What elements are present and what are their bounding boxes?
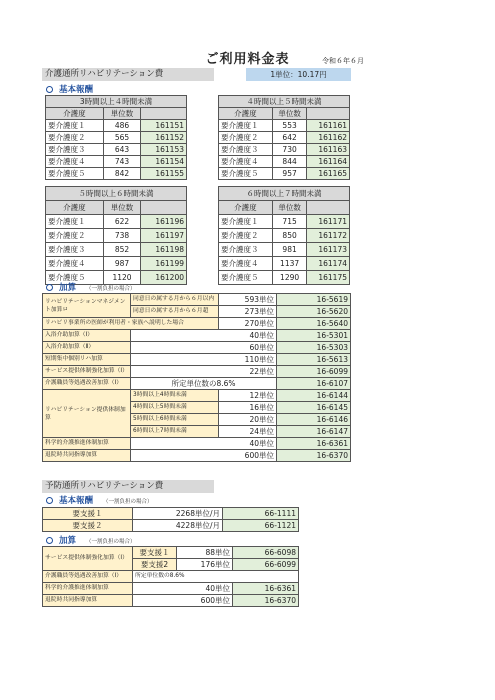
table-cell: 176単位 <box>177 559 233 571</box>
table-cell: 介護職員等処遇改善加算（Ⅰ） <box>43 378 131 390</box>
table-cell: 22単位 <box>131 366 277 378</box>
col-units: 単位数 <box>272 108 307 120</box>
table-row <box>43 318 351 330</box>
table-cell: 161175 <box>307 271 350 285</box>
table-cell: 593単位 <box>219 294 277 306</box>
table-cell: 161198 <box>141 243 187 257</box>
circle-bullet-icon <box>46 537 53 544</box>
table-cell: 743 <box>103 156 140 168</box>
table-cell: 16-5620 <box>277 306 351 318</box>
table-cell: 161171 <box>307 215 350 229</box>
basic-table-title: ５時間以上６時間未満 <box>46 187 187 201</box>
table-row <box>43 450 351 462</box>
table-cell: サービス提供体制強化加算（Ⅰ） <box>43 547 133 571</box>
table-cell: 642 <box>272 132 307 144</box>
table-cell: 161153 <box>141 144 187 156</box>
circle-bullet-icon <box>46 86 53 93</box>
table-cell: 161152 <box>141 132 187 144</box>
table-cell: 16-5640 <box>277 318 351 330</box>
table-row <box>46 257 187 271</box>
table-row <box>46 156 187 168</box>
prev-add-table <box>42 546 299 607</box>
prev-basic-title: 基本報酬 <box>59 496 94 506</box>
table-cell: 16-5301 <box>277 330 351 342</box>
table-cell: 要支援2 <box>133 559 177 571</box>
table-cell: 16-6370 <box>233 595 299 607</box>
prev-section-bar: 予防通所リハビリテーション費 <box>42 480 214 493</box>
care-add-title: 加算 <box>59 283 77 293</box>
table-cell: 同意日の属する月から６月以内 <box>131 294 219 306</box>
table-cell: 270単位 <box>219 318 277 330</box>
table-cell: 88単位 <box>177 547 233 559</box>
issue-date: 令和６年６月 <box>322 57 364 65</box>
prev-add-heading <box>46 534 136 546</box>
table-row <box>43 378 351 390</box>
table-cell: 2268単位/月 <box>133 508 223 520</box>
table-cell: 600単位 <box>131 450 277 462</box>
basic-table-4to5 <box>218 95 350 180</box>
table-row <box>46 144 187 156</box>
table-cell: 要介護度１ <box>219 120 273 132</box>
table-row <box>43 330 351 342</box>
circle-bullet-icon <box>46 497 53 504</box>
table-cell: リハビリテーション提供体制加算 <box>43 390 131 438</box>
table-cell: 16-6144 <box>277 390 351 402</box>
prev-basic-note: （一割負担の場合） <box>103 499 153 505</box>
table-cell: 要介護度２ <box>219 132 273 144</box>
table-cell: 要介護度３ <box>219 243 273 257</box>
table-row <box>46 215 187 229</box>
table-cell: 161197 <box>141 229 187 243</box>
table-cell: 短期集中個別リハ加算 <box>43 354 131 366</box>
table-cell: 16-6146 <box>277 414 351 426</box>
table-cell: 161164 <box>307 156 350 168</box>
table-cell: 981 <box>272 243 307 257</box>
table-cell: 16-6099 <box>277 366 351 378</box>
table-cell: 要介護度３ <box>46 144 104 156</box>
prev-basic-heading <box>46 494 153 506</box>
circle-bullet-icon <box>46 284 53 291</box>
table-cell: 16-6370 <box>277 450 351 462</box>
table-cell: 要支援１ <box>133 547 177 559</box>
table-cell: 565 <box>103 132 140 144</box>
table-cell: 161163 <box>307 144 350 156</box>
table-row <box>219 156 350 168</box>
table-row <box>46 120 187 132</box>
table-cell: 16-6361 <box>277 438 351 450</box>
table-row <box>43 294 351 306</box>
table-cell: 66-1121 <box>223 520 299 532</box>
table-cell: 844 <box>272 156 307 168</box>
table-cell: 要介護度１ <box>219 215 273 229</box>
table-cell: 852 <box>103 243 140 257</box>
table-cell: 161162 <box>307 132 350 144</box>
care-basic-heading <box>46 83 93 95</box>
table-cell: 161154 <box>141 156 187 168</box>
table-cell: 40単位 <box>133 583 233 595</box>
table-cell: 738 <box>103 229 140 243</box>
table-cell: 643 <box>103 144 140 156</box>
basic-table-5to6 <box>45 186 187 285</box>
table-cell: 40単位 <box>131 438 277 450</box>
table-cell: 161200 <box>141 271 187 285</box>
table-row <box>219 144 350 156</box>
table-cell: 1120 <box>103 271 140 285</box>
table-cell: 16-6147 <box>277 426 351 438</box>
table-cell: 要支援２ <box>43 520 133 532</box>
table-cell: 介護職員等処遇改善加算（Ⅰ） <box>43 571 133 583</box>
care-section-bar: 介護通所リハビリテーション費 <box>42 68 214 81</box>
table-cell: 要介護度２ <box>46 229 104 243</box>
table-row <box>46 243 187 257</box>
table-cell: 要介護度３ <box>46 243 104 257</box>
care-add-heading <box>46 281 136 293</box>
table-cell: 161173 <box>307 243 350 257</box>
table-cell: 退院時共同指導加算 <box>43 450 131 462</box>
table-cell: 161174 <box>307 257 350 271</box>
col-level: 介護度 <box>46 201 104 215</box>
table-cell: 16-6361 <box>233 583 299 595</box>
col-level: 介護度 <box>219 108 273 120</box>
table-cell: 553 <box>272 120 307 132</box>
table-row <box>43 595 299 607</box>
table-cell: 5時間以上6時間未満 <box>131 414 219 426</box>
table-cell: 16-5303 <box>277 342 351 354</box>
page-title: ご利用料金表 <box>205 52 290 67</box>
table-cell: 退院時共同指導加算 <box>43 595 133 607</box>
table-cell: 600単位 <box>133 595 233 607</box>
table-cell: 要介護度２ <box>219 229 273 243</box>
table-cell: 16単位 <box>219 402 277 414</box>
table-cell: 957 <box>272 168 307 180</box>
table-cell: 科学的介護推進体制加算 <box>43 583 133 595</box>
table-cell: 6時間以上7時間未満 <box>131 426 219 438</box>
table-cell: 16-5619 <box>277 294 351 306</box>
table-cell: 入浴介助加算（Ⅱ） <box>43 342 131 354</box>
prev-basic-table <box>42 507 299 532</box>
table-cell: 715 <box>272 215 307 229</box>
table-cell: 24単位 <box>219 426 277 438</box>
table-cell: 要介護度４ <box>219 257 273 271</box>
table-cell: 4時間以上5時間未満 <box>131 402 219 414</box>
table-cell: 要介護度５ <box>219 271 273 285</box>
table-row <box>43 520 299 532</box>
table-cell: 161161 <box>307 120 350 132</box>
table-cell: 16-6145 <box>277 402 351 414</box>
table-cell: 要介護度４ <box>219 156 273 168</box>
table-cell: 60単位 <box>131 342 277 354</box>
col-units: 単位数 <box>103 108 140 120</box>
basic-table-3to4 <box>45 95 187 180</box>
table-cell: 40単位 <box>131 330 277 342</box>
col-level: 介護度 <box>219 201 273 215</box>
col-units: 単位数 <box>103 201 140 215</box>
table-cell: 3時間以上4時間未満 <box>131 390 219 402</box>
table-row <box>43 508 299 520</box>
prev-add-title: 加算 <box>59 536 77 546</box>
table-cell: 16-5613 <box>277 354 351 366</box>
table-cell: 730 <box>272 144 307 156</box>
table-row <box>219 257 350 271</box>
table-cell: 850 <box>272 229 307 243</box>
col-level: 介護度 <box>46 108 104 120</box>
table-cell: 4228単位/月 <box>133 520 223 532</box>
table-cell: 同意日の属する月から６月超 <box>131 306 219 318</box>
table-cell: 要介護度４ <box>46 257 104 271</box>
table-cell: 486 <box>103 120 140 132</box>
table-cell: 622 <box>103 215 140 229</box>
table-cell: 161155 <box>141 168 187 180</box>
unit-price-badge: 1単位：10.17円 <box>246 68 351 81</box>
table-row <box>46 132 187 144</box>
table-row <box>43 438 351 450</box>
care-add-note: （一割負担の場合） <box>86 286 136 292</box>
table-cell: 161199 <box>141 257 187 271</box>
table-row <box>219 229 350 243</box>
table-row <box>43 571 299 583</box>
table-row <box>219 132 350 144</box>
table-row <box>46 229 187 243</box>
col-units: 単位数 <box>272 201 307 215</box>
table-cell: 66-6098 <box>233 547 299 559</box>
table-cell: 1137 <box>272 257 307 271</box>
table-cell: 842 <box>103 168 140 180</box>
basic-table-6to7 <box>218 186 350 285</box>
table-row <box>219 120 350 132</box>
table-cell: 所定単位数の8.6% <box>131 378 277 390</box>
table-cell: 科学的介護推進体制加算 <box>43 438 131 450</box>
table-cell: 入浴介助加算（Ⅰ） <box>43 330 131 342</box>
table-cell: リハビリ事業所の医師が利用者・家族へ説明した場合 <box>43 318 219 330</box>
basic-table-title: ４時間以上５時間未満 <box>219 96 350 108</box>
table-cell: サービス提供体制強化加算（Ⅰ） <box>43 366 131 378</box>
table-cell: 要支援１ <box>43 508 133 520</box>
prev-add-note: （一割負担の場合） <box>86 539 136 545</box>
table-row <box>43 342 351 354</box>
table-cell: 273単位 <box>219 306 277 318</box>
table-row <box>43 354 351 366</box>
care-basic-title: 基本報酬 <box>59 85 94 95</box>
table-cell: 66-6099 <box>233 559 299 571</box>
table-row <box>43 390 351 402</box>
table-row <box>43 547 299 559</box>
table-cell: 110単位 <box>131 354 277 366</box>
basic-table-title: ６時間以上７時間未満 <box>219 187 350 201</box>
table-cell: 要介護度１ <box>46 120 104 132</box>
table-cell: 要介護度５ <box>46 168 104 180</box>
table-cell: 要介護度３ <box>219 144 273 156</box>
table-row <box>43 583 299 595</box>
table-cell: 1290 <box>272 271 307 285</box>
table-cell: 所定単位数の8.6% <box>133 571 299 583</box>
table-cell: 66-1111 <box>223 508 299 520</box>
table-row <box>43 366 351 378</box>
table-cell: 161151 <box>141 120 187 132</box>
care-add-table <box>42 293 351 462</box>
table-cell: 12単位 <box>219 390 277 402</box>
table-row <box>46 168 187 180</box>
table-row <box>219 243 350 257</box>
table-cell: 161172 <box>307 229 350 243</box>
table-cell: 要介護度１ <box>46 215 104 229</box>
basic-table-title: 3時間以上４時間未満 <box>46 96 187 108</box>
table-cell: 要介護度４ <box>46 156 104 168</box>
table-cell: 16-6107 <box>277 378 351 390</box>
table-cell: リハビリテーションマネジメント加算ロ <box>43 294 131 318</box>
table-row <box>219 271 350 285</box>
table-row <box>219 215 350 229</box>
table-cell: 要介護度２ <box>46 132 104 144</box>
table-cell: 161196 <box>141 215 187 229</box>
table-cell: 20単位 <box>219 414 277 426</box>
table-cell: 987 <box>103 257 140 271</box>
table-row <box>219 168 350 180</box>
table-cell: 要介護度５ <box>219 168 273 180</box>
table-cell: 161165 <box>307 168 350 180</box>
table-cell: 要介護度５ <box>46 271 104 285</box>
